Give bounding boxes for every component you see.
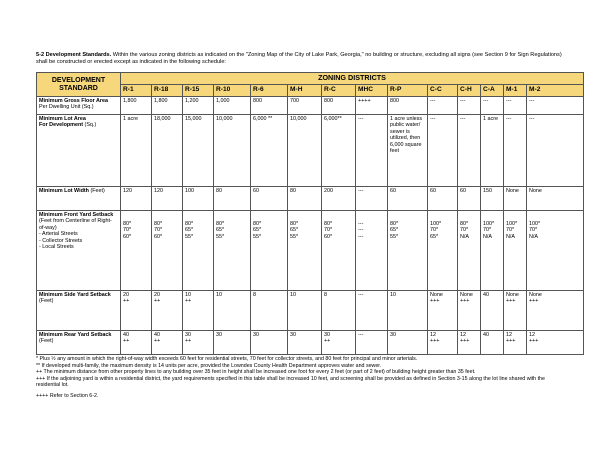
cell-line: 80*	[253, 221, 262, 227]
table-cell-mhc	[356, 211, 388, 291]
cell-line: +++	[430, 338, 440, 345]
table-cell-r-p	[388, 331, 428, 355]
cell-line: ++	[185, 298, 192, 305]
table-cell-m-1	[504, 211, 527, 291]
cell-line: ++	[154, 298, 161, 305]
table-cell-m-2	[527, 291, 584, 331]
cell-line: 70*	[430, 227, 439, 234]
cell-line: 30	[390, 332, 396, 338]
zone-header: R-18	[152, 85, 183, 97]
table-cell-c-a	[481, 291, 504, 331]
zone-header: R-C	[322, 85, 356, 97]
table-cell-c-a	[481, 211, 504, 291]
cell-line: 70*	[483, 227, 492, 234]
table-cell-r-1	[121, 291, 152, 331]
cell-line: ++	[123, 338, 130, 345]
cell-line: 60*	[123, 233, 132, 240]
cell-line: ++	[324, 338, 331, 345]
cell-line: ---	[358, 332, 364, 338]
cell-line: 10	[290, 292, 296, 298]
table-cell-c-h: ---	[458, 97, 481, 115]
cell-line: 8	[324, 292, 327, 298]
table-cell-r-c	[322, 291, 356, 331]
row-label	[37, 211, 121, 291]
table-cell-c-c	[428, 331, 458, 355]
cell-line: N/A	[460, 233, 469, 240]
table-cell-c-a: ---	[481, 97, 504, 115]
footnote: ** If developed multi-family, the maximum density is 14 units per acre, provided the Lowndes County Health Department approves water and sewer.	[36, 362, 382, 369]
cell-line: ---	[358, 227, 364, 234]
cell-line: 60*	[154, 233, 163, 240]
zone-header: R-6	[251, 85, 288, 97]
table-cell-r-18: 1,800	[152, 97, 183, 115]
row-label	[37, 187, 121, 211]
row-label-bold: Minimum Front Yard Setback	[39, 212, 114, 218]
intro-paragraph	[36, 52, 566, 66]
cell-line: 10	[185, 292, 191, 298]
cell-line: +++	[506, 298, 516, 305]
table-row	[37, 291, 584, 331]
zone-header: R-15	[183, 85, 214, 97]
table-cell-r-18: 120	[152, 187, 183, 211]
cell-line: 30	[185, 332, 191, 338]
table-cell-r-15: 1,200	[183, 97, 214, 115]
table-cell-c-a: 1 acre	[481, 115, 504, 187]
table-cell-m-1: ---	[504, 97, 527, 115]
row-label-line: - Arterial Streets	[39, 231, 78, 238]
cell-line: 70*	[123, 227, 132, 234]
cell-line: 65*	[185, 227, 194, 234]
table-cell-r-10: 1,000	[214, 97, 251, 115]
cell-line: 55*	[185, 233, 194, 240]
table-cell-r-1: 1 acre	[121, 115, 152, 187]
cell-line: 55*	[253, 233, 262, 240]
cell-line: 12	[529, 332, 535, 338]
table-row	[37, 211, 584, 291]
table-cell-r-6	[251, 291, 288, 331]
table-cell-r-p	[388, 291, 428, 331]
cell-line: 55*	[390, 233, 399, 240]
zone-header: M-H	[288, 85, 322, 97]
cell-line: 65*	[430, 233, 439, 240]
zone-header: R-10	[214, 85, 251, 97]
table-cell-c-c	[428, 211, 458, 291]
cell-line: 100*	[430, 221, 442, 227]
cell-line: None	[529, 292, 542, 298]
cell-line: 20	[123, 292, 129, 298]
cell-line: 80*	[185, 221, 194, 227]
table-cell-m-1: None	[504, 187, 527, 211]
table-cell-m-1	[504, 291, 527, 331]
table-cell-c-h	[458, 331, 481, 355]
cell-line: 20	[154, 292, 160, 298]
table-cell-r-c: 800	[322, 97, 356, 115]
cell-line: 70*	[529, 227, 538, 234]
cell-line: 12	[430, 332, 436, 338]
cell-line: 65*	[290, 227, 299, 234]
table-cell-r-15: 100	[183, 187, 214, 211]
cell-line: 80*	[324, 221, 333, 227]
cell-line: 55*	[290, 233, 299, 240]
cell-line: +++	[430, 298, 440, 305]
cell-line: 40	[483, 332, 489, 338]
cell-line: +++	[529, 298, 539, 305]
row-label-line: - Local Streets	[39, 244, 74, 251]
table-cell-c-a: 150	[481, 187, 504, 211]
zone-header: M-1	[504, 85, 527, 97]
cell-line: ---	[358, 233, 364, 240]
table-cell-c-h: 60	[458, 187, 481, 211]
cell-line: None	[506, 292, 519, 298]
cell-line: 80*	[154, 221, 163, 227]
footnote: +++ If the adjoining yard is within a residential district, the yard requirements specified in this table shall be increased 10 feet, and screening shall be provided as defined in Section 3-15 along the lot line shared with the residential lot.	[36, 375, 545, 388]
table-cell-c-c	[428, 291, 458, 331]
table-cell-r-15	[183, 331, 214, 355]
row-label	[37, 331, 121, 355]
table-cell-r-18	[152, 211, 183, 291]
development-standards-table	[36, 72, 584, 355]
cell-line: 60*	[324, 233, 333, 240]
cell-line: 80*	[216, 221, 225, 227]
table-cell-r-15	[183, 211, 214, 291]
footnote: ++++ Refer to Section 6-2.	[36, 392, 99, 399]
cell-line: ++	[154, 338, 161, 345]
table-cell-r-6	[251, 211, 288, 291]
cell-line: 65*	[253, 227, 262, 234]
table-cell-r-1	[121, 331, 152, 355]
cell-line: 100*	[483, 221, 495, 227]
table-cell-r-p: 1 acre unless public water/ sewer is utilized, then 6,000 square feet	[388, 115, 428, 187]
table-cell-r-1	[121, 211, 152, 291]
row-label-bold: Minimum Gross Floor Area	[39, 98, 108, 104]
table-cell-r-6	[251, 331, 288, 355]
table-cell-c-a	[481, 331, 504, 355]
cell-line: 65*	[390, 227, 399, 234]
table-cell-c-h	[458, 211, 481, 291]
cell-line: 30	[216, 332, 222, 338]
table-cell-r-c	[322, 331, 356, 355]
table-cell-r-18	[152, 331, 183, 355]
row-label-unit: (Sq.)	[83, 122, 97, 129]
table-cell-c-h	[458, 291, 481, 331]
cell-line: 10	[390, 292, 396, 298]
zone-header: C-A	[481, 85, 504, 97]
table-cell-r-p: 800	[388, 97, 428, 115]
cell-line: 80*	[460, 221, 469, 227]
cell-line: ++	[123, 298, 130, 305]
table-cell-r-18: 18,000	[152, 115, 183, 187]
table-cell-r-10: 80	[214, 187, 251, 211]
table-cell-r-10	[214, 291, 251, 331]
zone-header: R-1	[121, 85, 152, 97]
row-label-bold: For Development	[39, 122, 84, 129]
table-cell-m-1	[504, 331, 527, 355]
table-cell-r-c: 6,000**	[322, 115, 356, 187]
cell-line: 70*	[324, 227, 333, 234]
table-cell-m-h	[288, 211, 322, 291]
row-label-line: - Collector Streets	[39, 237, 83, 244]
table-cell-mhc: ++++	[356, 97, 388, 115]
cell-line: 70*	[460, 227, 469, 234]
zone-header: R-P	[388, 85, 428, 97]
zone-header: C-H	[458, 85, 481, 97]
table-cell-c-c: ---	[428, 97, 458, 115]
table-row	[37, 115, 584, 187]
table-cell-r-c	[322, 211, 356, 291]
table-cell-r-10	[214, 211, 251, 291]
table-cell-r-15	[183, 291, 214, 331]
zone-header: MHC	[356, 85, 388, 97]
zone-header: C-C	[428, 85, 458, 97]
row-label-sub: Per Dwelling Unit (Sq.)	[39, 104, 94, 111]
cell-line: 70*	[506, 227, 515, 234]
cell-line: 40	[483, 292, 489, 298]
cell-line: 40	[154, 332, 160, 338]
table-row	[37, 331, 584, 355]
row-label	[37, 97, 121, 115]
table-cell-r-15: 15,000	[183, 115, 214, 187]
row-label-sub: (Feet)	[39, 338, 54, 345]
cell-line: +++	[529, 338, 539, 345]
cell-line: 55*	[216, 233, 225, 240]
development-standard-header: DEVELOPMENT STANDARD	[37, 73, 121, 97]
cell-line: 100*	[529, 221, 541, 227]
table-row	[37, 97, 584, 115]
table-cell-c-h: ---	[458, 115, 481, 187]
cell-line: ---	[358, 292, 364, 298]
table-cell-r-c: 200	[322, 187, 356, 211]
table-cell-m-h: 10,000	[288, 115, 322, 187]
table-cell-r-6: 800	[251, 97, 288, 115]
table-cell-r-10	[214, 331, 251, 355]
row-label-bold: Minimum Rear Yard Setback	[39, 332, 112, 338]
cell-line: 10	[216, 292, 222, 298]
table-cell-m-1: ---	[504, 115, 527, 187]
row-label	[37, 115, 121, 187]
table-cell-c-c: 60	[428, 187, 458, 211]
row-label-sub: (Feet)	[39, 298, 54, 305]
cell-line: 80*	[290, 221, 299, 227]
cell-line: 12	[460, 332, 466, 338]
table-cell-mhc	[356, 291, 388, 331]
table-cell-mhc: ---	[356, 115, 388, 187]
table-cell-m-2	[527, 331, 584, 355]
cell-line: +++	[506, 338, 516, 345]
cell-line: 65*	[216, 227, 225, 234]
table-cell-r-p	[388, 211, 428, 291]
row-label	[37, 291, 121, 331]
table-cell-m-2: ---	[527, 115, 584, 187]
table-cell-r-10: 10,000	[214, 115, 251, 187]
cell-line: 30	[290, 332, 296, 338]
table-cell-m-2: ---	[527, 97, 584, 115]
table-cell-r-6: 60	[251, 187, 288, 211]
table-cell-mhc	[356, 331, 388, 355]
zone-header: M-2	[527, 85, 584, 97]
table-cell-r-6: 6,000 **	[251, 115, 288, 187]
table-cell-r-p: 60	[388, 187, 428, 211]
row-label-bold: Minimum Side Yard Setback	[39, 292, 111, 298]
row-label-line: (Feet from Centerline of Right-of-way)	[39, 218, 112, 231]
zoning-districts-header: ZONING DISTRICTS	[121, 73, 584, 85]
table-cell-m-h	[288, 291, 322, 331]
cell-line: 40	[123, 332, 129, 338]
cell-line: 100*	[506, 221, 518, 227]
row-label-unit: (Feet)	[88, 188, 105, 194]
cell-line: 70*	[154, 227, 163, 234]
cell-line: N/A	[506, 233, 515, 240]
footnote: ++ The minimum distance from other property lines to any building over 35 feet in height shall be increased one foot for every 2 feet (or part of 2 feet) of building height greater than 35 feet.	[36, 369, 476, 375]
cell-line: N/A	[529, 233, 538, 240]
footnotes	[36, 356, 566, 399]
table-cell-r-1: 120	[121, 187, 152, 211]
table-cell-m-h: 80	[288, 187, 322, 211]
row-label-bold: Minimum Lot Width	[39, 188, 89, 194]
row-label-bold: Minimum Lot Area	[39, 116, 86, 122]
cell-line: ---	[358, 221, 364, 227]
footnote: * Plus ½ any amount in which the right-of-way width exceeds 60 feet for residential streets, 70 feet for collector streets, and 80 feet for principal and minor arterials.	[36, 356, 418, 362]
table-cell-r-1: 1,800	[121, 97, 152, 115]
cell-line: 8	[253, 292, 256, 298]
table-cell-mhc: ---	[356, 187, 388, 211]
intro-text: Within the various zoning districts as indicated on the "Zoning Map of the City of Lake Park, Georgia," no building or structure, excluding all signs (see Section 9 for Sign Regulations) shall be constructed or erected except as indicated in the following schedule:	[36, 52, 562, 66]
table-cell-m-2: None	[527, 187, 584, 211]
cell-line: +++	[460, 338, 470, 345]
cell-line: None	[430, 292, 443, 298]
cell-line: 80*	[390, 221, 399, 227]
table-row	[37, 187, 584, 211]
table-cell-m-h	[288, 331, 322, 355]
cell-line: N/A	[483, 233, 492, 240]
cell-line: 12	[506, 332, 512, 338]
section-title: 5-2 Development Standards.	[36, 52, 112, 58]
cell-line: None	[460, 292, 473, 298]
table-cell-m-h: 700	[288, 97, 322, 115]
table-cell-m-2	[527, 211, 584, 291]
table-cell-c-c: ---	[428, 115, 458, 187]
cell-line: 80*	[123, 221, 132, 227]
cell-line: +++	[460, 298, 470, 305]
table-cell-r-18	[152, 291, 183, 331]
cell-line: 30	[324, 332, 330, 338]
cell-line: ++	[185, 338, 192, 345]
cell-line: 30	[253, 332, 259, 338]
